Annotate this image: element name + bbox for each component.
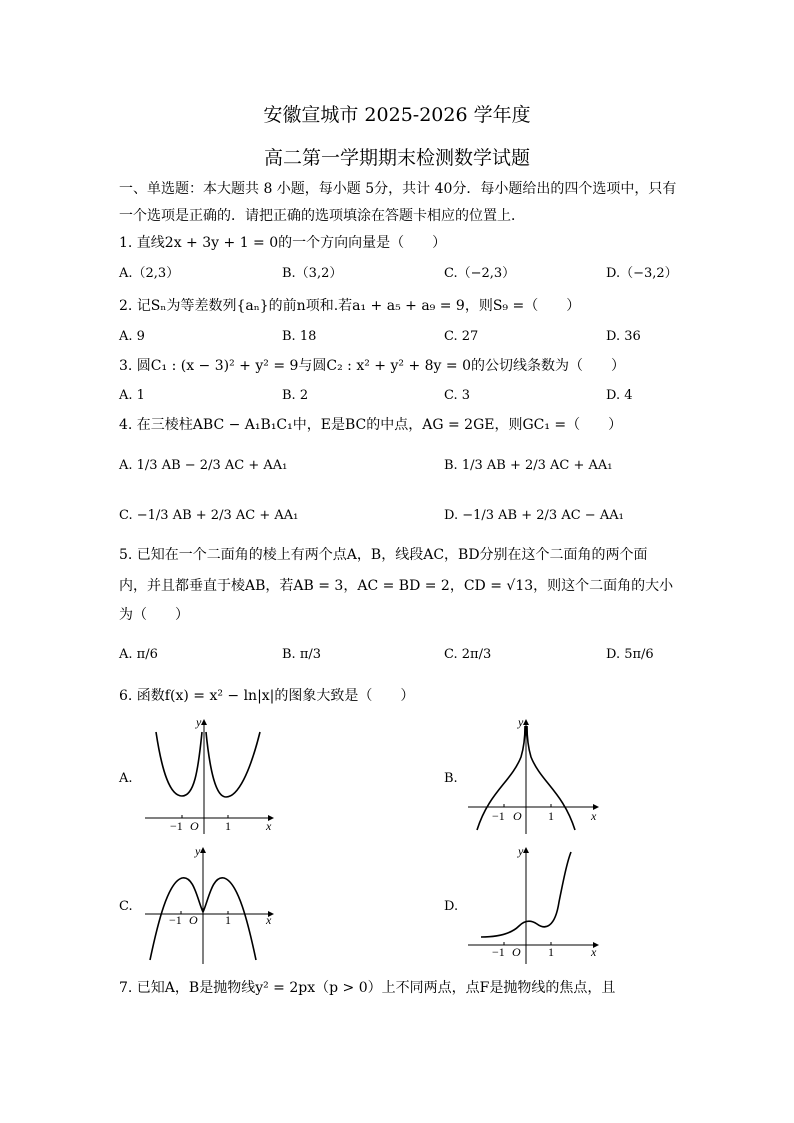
q5-stem-line1: 5. 已知在一个二面角的棱上有两个点A，B，线段AC，BD分别在这个二面角的两个面 bbox=[119, 547, 648, 563]
graph-a-tick-neg: −1 bbox=[170, 819, 183, 833]
q6-graph-label-a: A. bbox=[119, 771, 133, 786]
q4-option-b: B. 1/3 AB + 2/3 AC + AA₁ bbox=[444, 458, 613, 473]
q1-option-d: D.（−3,2） bbox=[606, 266, 678, 281]
q6-graph-c bbox=[140, 842, 280, 967]
q3-option-b: B. 2 bbox=[282, 388, 309, 403]
graph-c-y-label: y bbox=[195, 844, 201, 858]
graph-a-y-label: y bbox=[196, 715, 202, 729]
q6-graph-d bbox=[463, 842, 603, 967]
q1-option-b: B.（3,2） bbox=[282, 266, 343, 281]
q2-option-d: D. 36 bbox=[606, 329, 641, 344]
graph-b-tick-neg: −1 bbox=[492, 809, 505, 823]
exam-title-line2: 高二第一学期期末检测数学试题 bbox=[263, 147, 530, 169]
graph-c-tick-pos: 1 bbox=[225, 913, 231, 927]
graph-b-tick-pos: 1 bbox=[548, 809, 554, 823]
graph-b-y-label: y bbox=[518, 715, 524, 729]
graph-d-x-label: x bbox=[591, 945, 597, 959]
q5-option-d: D. 5π/6 bbox=[606, 647, 654, 662]
q4-option-a: A. 1/3 AB − 2/3 AC + AA₁ bbox=[119, 458, 288, 473]
graph-a-x-label: x bbox=[266, 819, 272, 833]
graph-c-tick-neg: −1 bbox=[169, 913, 182, 927]
q5-option-a: A. π/6 bbox=[119, 647, 158, 662]
graph-b-origin-label: O bbox=[513, 809, 522, 823]
q2-option-c: C. 27 bbox=[444, 329, 479, 344]
q2-stem: 2. 记Sₙ为等差数列{aₙ}的前n项和.若a₁ + a₅ + a₉ = 9，则S₉ =（ ） bbox=[119, 298, 581, 314]
q2-option-b: B. 18 bbox=[282, 329, 317, 344]
section-instruction-line2: 一个选项是正确的．请把正确的选项填涂在答题卡相应的位置上． bbox=[119, 208, 525, 224]
q3-option-a: A. 1 bbox=[119, 388, 145, 403]
q6-graph-label-b: B. bbox=[444, 771, 458, 786]
q3-stem: 3. 圆C₁ : (x − 3)² + y² = 9与圆C₂ : x² + y² + 8y = 0的公切线条数为（ ） bbox=[119, 358, 625, 374]
q6-graph-label-c: C. bbox=[119, 899, 133, 914]
q4-option-c: C. −1/3 AB + 2/3 AC + AA₁ bbox=[119, 508, 299, 523]
exam-title-line1: 安徽宣城市 2025-2026 学年度 bbox=[263, 104, 531, 126]
graph-d-tick-pos: 1 bbox=[548, 945, 554, 959]
q1-option-c: C.（−2,3） bbox=[444, 266, 516, 281]
graph-d-tick-neg: −1 bbox=[492, 945, 505, 959]
section-instruction-line1: 一、单选题：本大题共 8 小题，每小题 5分，共计 40分．每小题给出的四个选项中，只有 bbox=[119, 181, 677, 197]
graph-b-x-label: x bbox=[591, 809, 597, 823]
q3-option-d: D. 4 bbox=[606, 388, 633, 403]
graph-a-origin-label: O bbox=[190, 819, 199, 833]
q2-option-a: A. 9 bbox=[119, 329, 145, 344]
graph-c-origin-label: O bbox=[189, 913, 198, 927]
q1-stem: 1. 直线2x + 3y + 1 = 0的一个方向向量是（ ） bbox=[119, 235, 447, 251]
q5-stem-line3: 为（ ） bbox=[119, 607, 189, 623]
q4-option-d: D. −1/3 AB + 2/3 AC − AA₁ bbox=[444, 508, 624, 523]
q6-graph-a bbox=[140, 712, 280, 837]
q6-graph-b bbox=[463, 712, 603, 837]
q5-option-c: C. 2π/3 bbox=[444, 647, 492, 662]
q5-stem-line2: 内，并且都垂直于棱AB，若AB = 3，AC = BD = 2，CD = √13，则这个二面角的大小 bbox=[119, 578, 674, 594]
q7-stem: 7. 已知A，B是抛物线y² = 2px（p > 0）上不同两点，点F是抛物线的焦点，且 bbox=[119, 980, 616, 996]
q6-graph-label-d: D. bbox=[444, 899, 459, 914]
q4-stem: 4. 在三棱柱ABC − A₁B₁C₁中，E是BC的中点，AG = 2GE，则GC₁ =（ ） bbox=[119, 417, 623, 433]
q6-stem: 6. 函数f(x) = x² − ln|x|的图象大致是（ ） bbox=[119, 688, 415, 704]
graph-c-x-label: x bbox=[266, 913, 272, 927]
graph-a-tick-pos: 1 bbox=[225, 819, 231, 833]
graph-d-y-label: y bbox=[518, 844, 524, 858]
q5-option-b: B. π/3 bbox=[282, 647, 322, 662]
q1-option-a: A.（2,3） bbox=[119, 266, 180, 281]
graph-d-origin-label: O bbox=[512, 945, 521, 959]
q3-option-c: C. 3 bbox=[444, 388, 471, 403]
